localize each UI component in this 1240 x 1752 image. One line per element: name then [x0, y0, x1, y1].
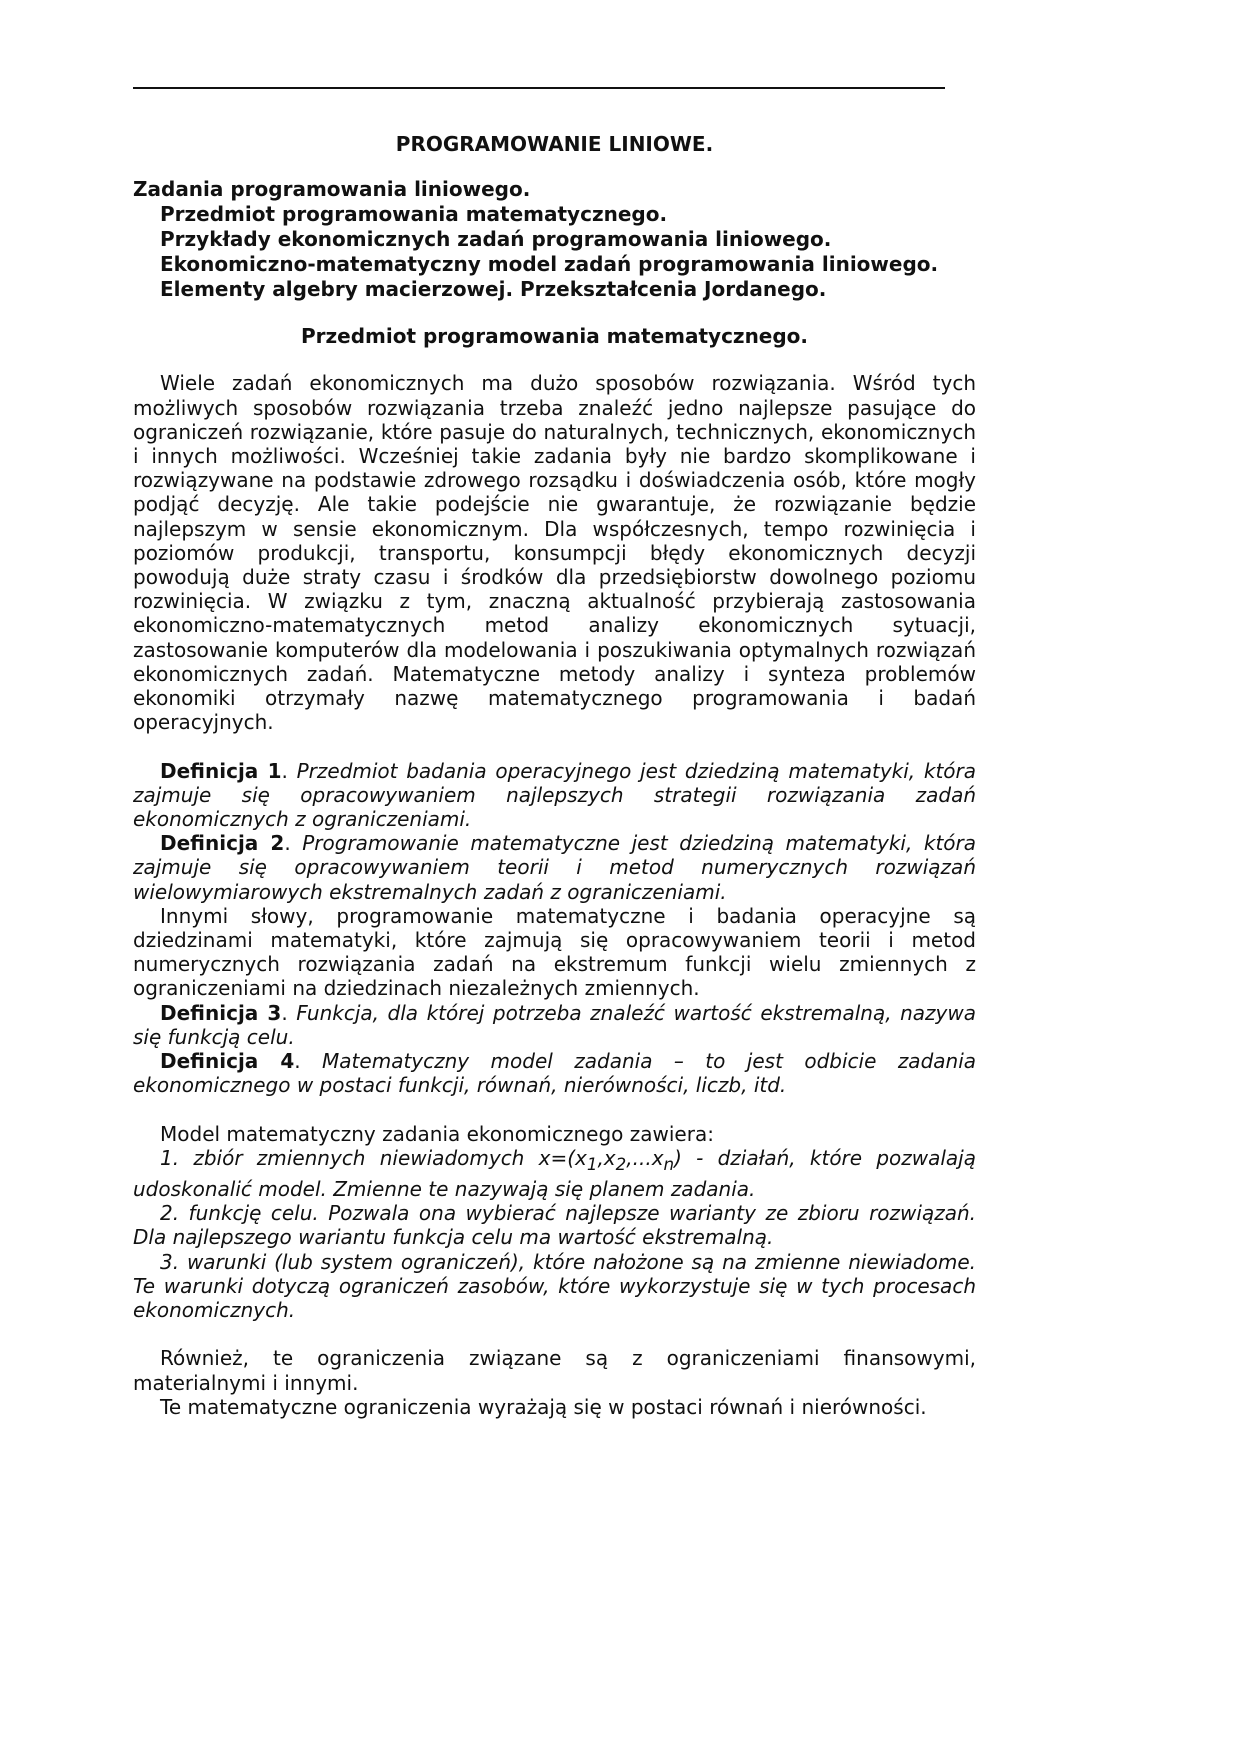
- definition-4: Definicja 4. Matematyczny model zadania – to jest odbicie zadania ekonomicznego w postaci funkcji, równań, nierówności, liczb, itd.: [133, 1049, 977, 1098]
- topic-item: Elementy algebry macierzowej. Przekształcenia Jordanego.: [160, 277, 827, 302]
- definition-text: Matematyczny model zadania – to jest odbicie zadania ekonomicznego w postaci funkcji, równań, nierówności, liczb, itd.: [133, 1049, 977, 1098]
- topic-item: Przykłady ekonomicznych zadań programowania liniowego.: [160, 227, 832, 252]
- subscript: 1: [586, 1154, 598, 1174]
- intro-paragraph: Wiele zadań ekonomicznych ma dużo sposobów rozwiązania. Wśród tych możliwych sposobów rozwiązania trzeba znaleźć jedno najlepsze pasujące do ograniczeń rozwiązanie, które pasuje do naturalnych, technicznych, ekonomicznych i innych możliwości. Wcześniej takie zadania były nie bardzo skomplikowane i rozwiązywane na podstawie zdrowego rozsądku i doświadczenia osób, które mogły podjąć decyzję. Ale takie podejście nie gwarantuje, że rozwiązanie będzie najlepszym w sensie ekonomicznym. Dla współczesnych, tempo rozwinięcia i poziomów produkcji, transportu, konsumpcji błędy ekonomicznych decyzji powodują duże straty czasu i środków dla przedsiębiorstw dowolnego poziomu rozwinięcia. W związku z tym, znaczną aktualność przybierają zastosowania ekonomiczno-matematycznych metod analizy ekonomicznych sytuacji, zastosowanie komputerów dla modelowania i poszukiwania optymalnych rozwiązań ekonomicznych zadań. Matematyczne metody analizy i synteza problemów ekonomiki otrzymały nazwę matematycznego programowania i badań operacyjnych.: [133, 371, 976, 735]
- definition-label: Definicja 2: [160, 831, 285, 856]
- definition-1: Definicja 1. Przedmiot badania operacyjnego jest dziedziną matematyki, która zajmuje się opracowywaniem najlepszych strategii rozwiązania zadań ekonomicznych z ograniczeniami.: [133, 758, 976, 832]
- definition-text: Przedmiot badania operacyjnego jest dziedziną matematyki, która zajmuje się opracowywaniem najlepszych strategii rozwiązania zadań ekonomicznych z ograniczeniami.: [133, 758, 976, 832]
- closing-paragraph: Te matematyczne ograniczenia wyrażają się w postaci równań i nierówności.: [160, 1394, 927, 1419]
- section-heading: Przedmiot programowania matematycznego.: [300, 324, 809, 349]
- document-title: PROGRAMOWANIE LINIOWE.: [395, 132, 714, 156]
- model-item-text: ,...x: [626, 1145, 664, 1170]
- model-item-text: 2. funkcję celu. Pozwala ona wybierać najlepsze warianty ze zbioru rozwiązań. Dla najlepszego wariantu funkcja celu ma wartość ekstremalną.: [133, 1201, 976, 1250]
- model-item-3: [133, 1250, 976, 1323]
- model-item-text: 3. warunki (lub system ograniczeń), które nałożone są na zmienne niewiadome. Te warunki dotyczą ograniczeń zasobów, które wykorzystuje się w tych procesach ekonomicznych.: [133, 1249, 976, 1323]
- definition-3: Definicja 3. Funkcja, dla której potrzeba znaleźć wartość ekstremalną, nazywa się funkcją celu.: [133, 1000, 976, 1049]
- model-intro: Model matematyczny zadania ekonomicznego zawiera:: [160, 1121, 714, 1146]
- closing-paragraph: Również, te ograniczenia związane są z ograniczeniami finansowymi, materialnymi i innymi.: [133, 1346, 976, 1395]
- subscript: 2: [615, 1154, 627, 1174]
- model-item-2: [133, 1201, 976, 1249]
- subscript: n: [663, 1154, 675, 1174]
- model-item-1: [133, 1146, 976, 1201]
- definition-label: Definicja 4: [160, 1049, 295, 1074]
- definition-text: Programowanie matematyczne jest dziedziną matematyki, która zajmuje się opracowywaniem teorii i metod numerycznych rozwiązań wielowymiarowych ekstremalnych zadań z ograniczeniami.: [133, 831, 977, 904]
- model-item-text: ) - działań, które pozwalają udoskonalić model. Zmienne te nazywają się planem zadania.: [133, 1145, 976, 1202]
- topic-item: Ekonomiczno-matematyczny model zadań programowania liniowego.: [160, 252, 939, 277]
- definition-text: Funkcja, dla której potrzeba znaleźć wartość ekstremalną, nazywa się funkcją celu.: [133, 1000, 976, 1049]
- model-item-text: ,x: [597, 1145, 616, 1170]
- topics-list: [133, 177, 976, 302]
- header-rule: [133, 87, 945, 89]
- document-page: [133, 132, 976, 1419]
- definition-2: Definicja 2. Programowanie matematyczne jest dziedziną matematyki, która zajmuje się opracowywaniem teorii i metod numerycznych rozwiązań wielowymiarowych ekstremalnych zadań z ograniczeniami.: [133, 831, 977, 904]
- definition-label: Definicja 3: [160, 1000, 282, 1025]
- topic-item: Przedmiot programowania matematycznego.: [160, 202, 668, 227]
- definition-label: Definicja 1: [160, 758, 282, 783]
- other-words-paragraph: Innymi słowy, programowanie matematyczne i badania operacyjne są dziedzinami matematyki, które zajmują się opracowywaniem teorii i metod numerycznych rozwiązania zadań na ekstremum funkcji wielu zmiennych z ograniczeniami na dziedzinach niezależnych zmiennych.: [133, 903, 976, 1001]
- topics-main: Zadania programowania liniowego.: [133, 177, 531, 202]
- model-item-text: 1. zbiór zmiennych niewiadomych x=(x: [160, 1145, 587, 1170]
